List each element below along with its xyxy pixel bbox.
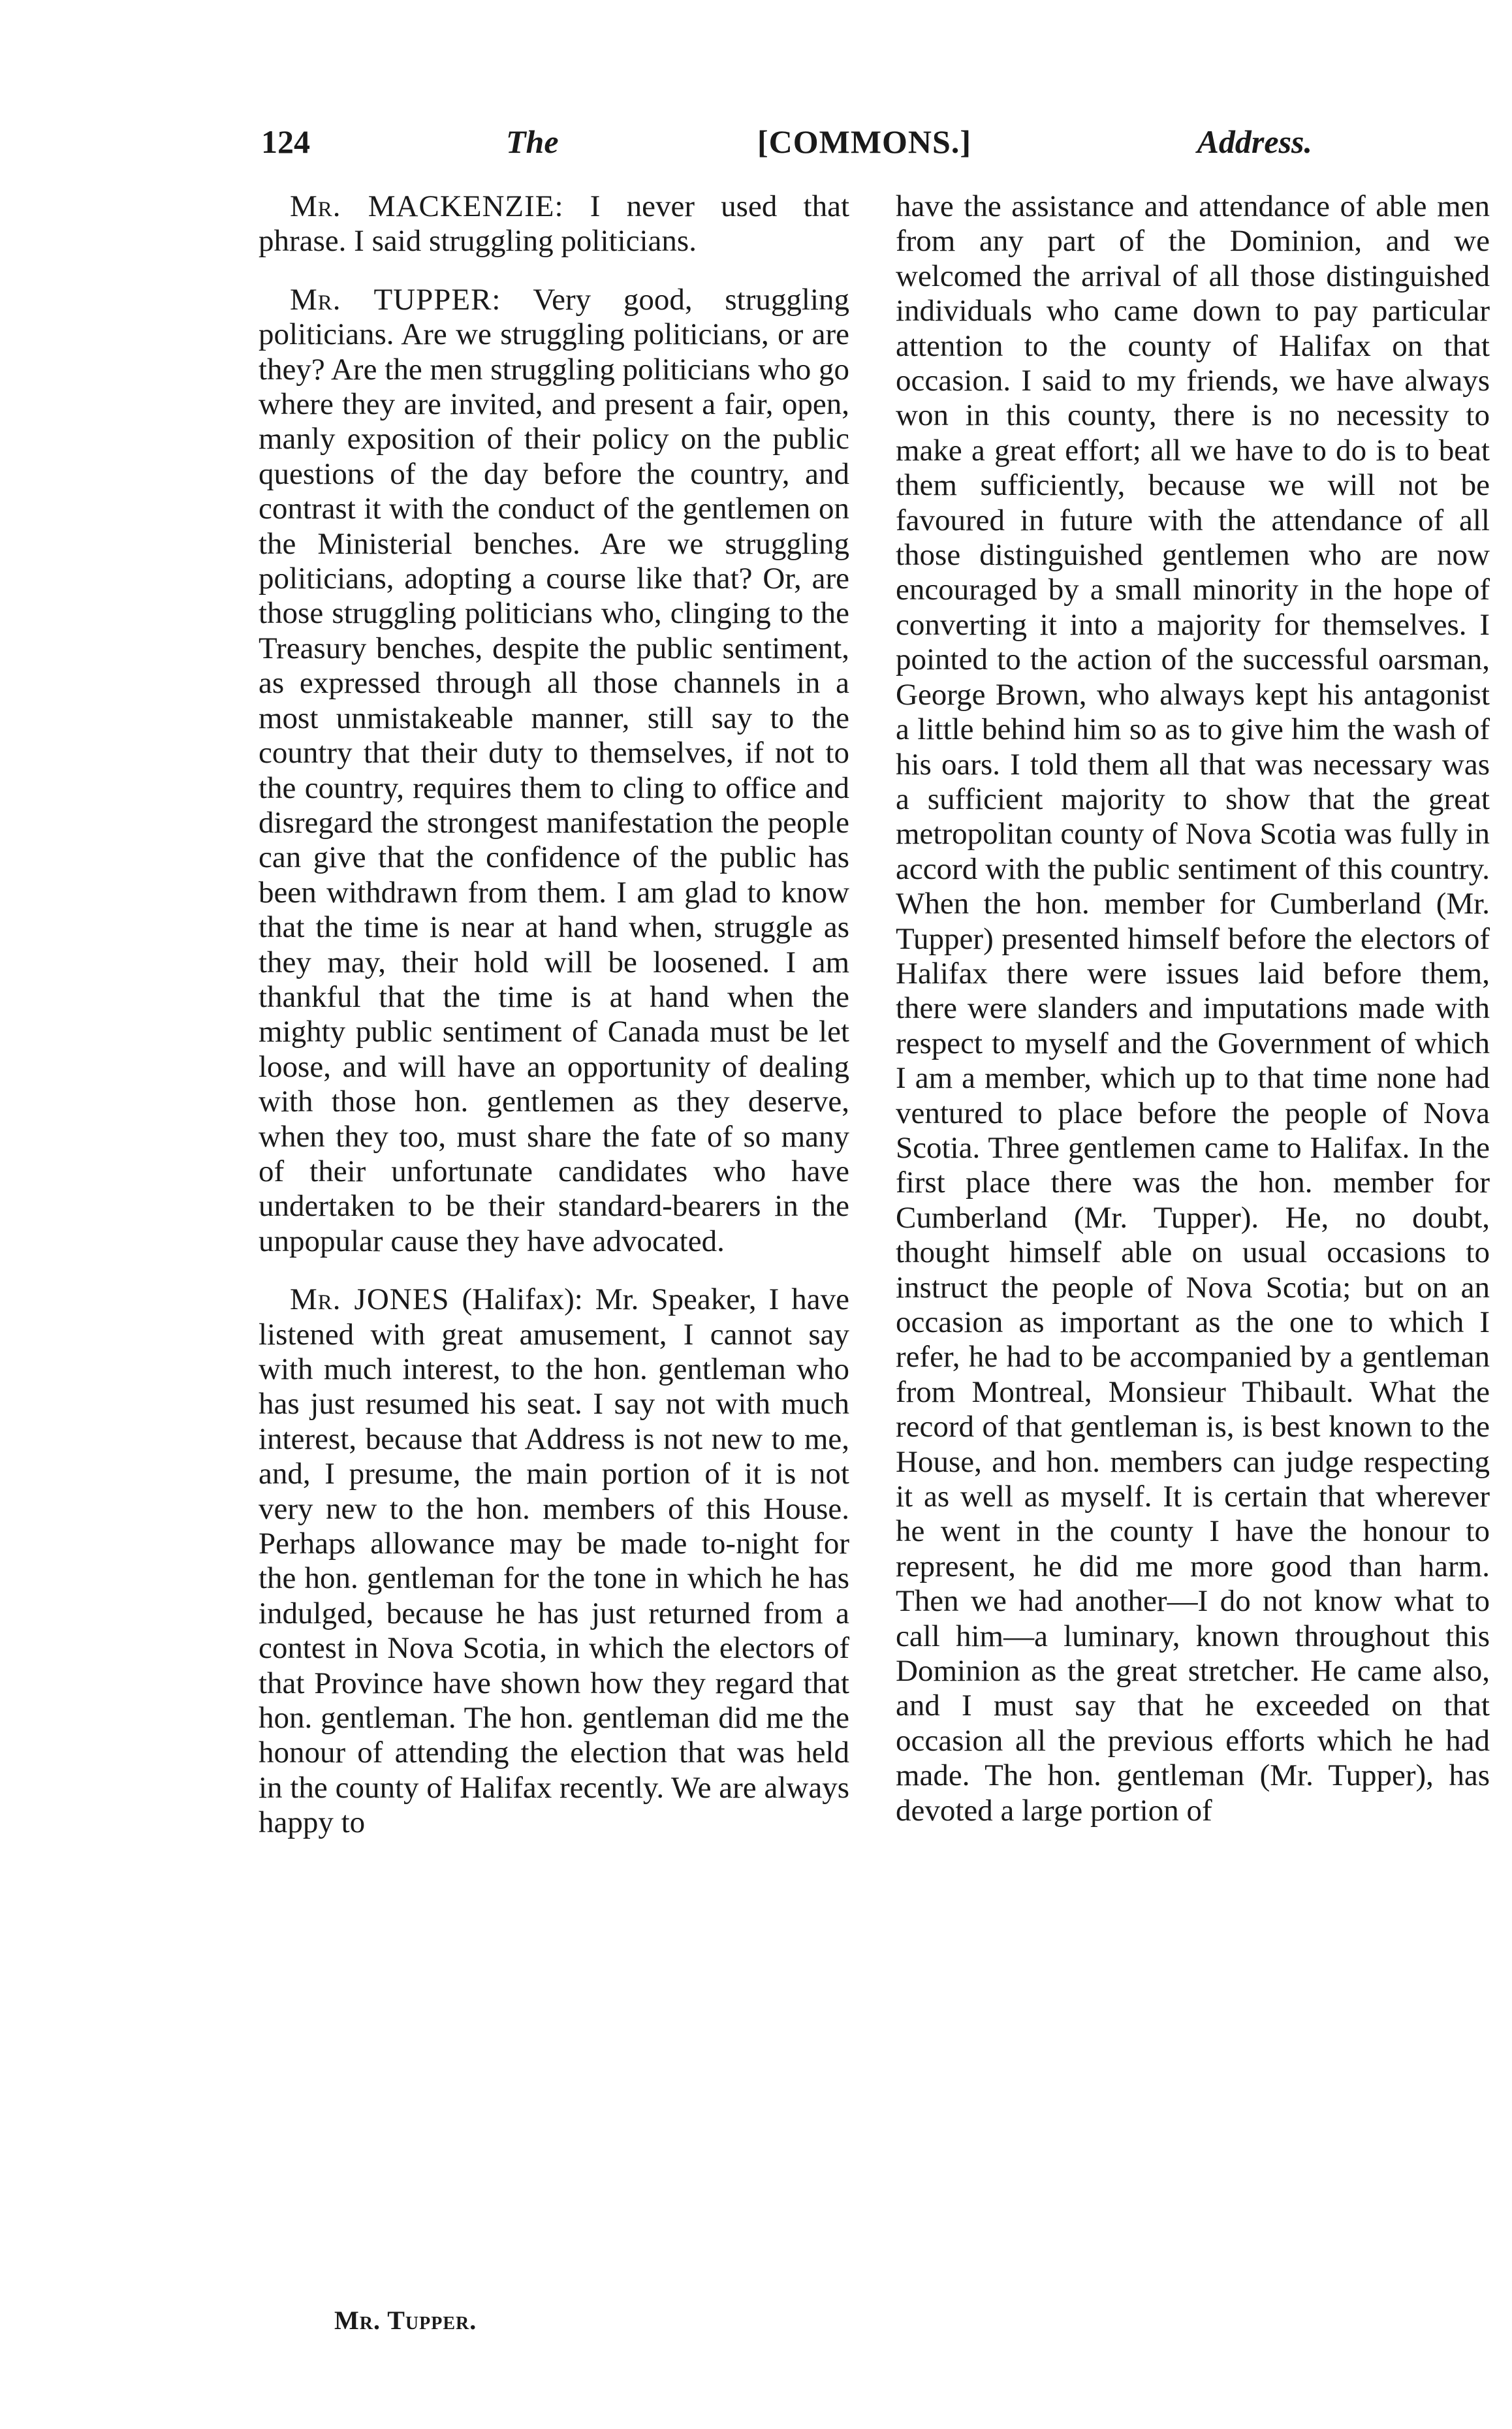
right-column xyxy=(896,189,1490,1828)
paragraph-text: (Halifax): Mr. Speaker, I have listened with great amusement, I cannot say with much interest, to the hon. gentleman who has just resumed his seat. I say not with much interest, because that Address is not new to me, and, I presume, the main portion of it is not very new to the hon. members of this House. Perhaps allowance may be made to-night for the hon. gentleman for the tone in which he has indulged, because he has just returned from a contest in Nova Scotia, in which the electors of that Province have shown how they regard that hon. gentleman. The hon. gentleman did me the honour of attending the election that was held in the county of Halifax recently. We are always happy to xyxy=(259,1282,849,1840)
page-header xyxy=(261,123,1312,168)
paragraph-jones xyxy=(259,1282,849,1841)
header-center-title: [COMMONS.] xyxy=(757,123,971,160)
paragraph-text: I never used that phrase. I said struggling politicians. xyxy=(259,189,850,259)
speaker-name: Mr. MACKENZIE: xyxy=(290,189,564,223)
paragraph-mackenzie xyxy=(259,189,849,259)
page-number: 124 xyxy=(261,123,310,160)
paragraph-jones-continued: have the assistance and attendance of able men from any part of the Dominion, and we welcomed the arrival of all those distinguished individuals who came down to pay particular attention to the county of Halifax on that occasion. I said to my friends, we have always won in this county, there is no necessity to make a great effort; all we have to do is to beat them sufficiently, because we will not be favoured in future with the attendance of all those distinguished gentlemen who are now encouraged by a small minority in the hope of converting it into a majority for themselves. I pointed to the action of the successful oarsman, George Brown, who always kept his antagonist a little behind him so as to give him the wash of his oars. I told them all that was necessary was a sufficient majority to show that the great metropolitan county of Nova Scotia was fully in accord with the public sentiment of this country. When the hon. member for Cumberland (Mr. Tupper) presented himself before the electors of Halifax there were issues laid before them, there were slanders and imputations made with respect to myself and the Government of which I am a member, which up to that time none had ventured to place before the people of Nova Scotia. Three gentlemen came to Halifax. In the first place there was the hon. member for Cumberland (Mr. Tupper). He, no doubt, thought himself able on usual occasions to instruct the people of Nova Scotia; but on an occasion as important as the one to which I refer, he had to be accompanied by a gentleman from Montreal, Monsieur Thibault. What the record of that gentleman is, is best known to the House, and hon. members can judge respecting it as well as myself. It is certain that wherever he went in the county I have the honour to represent, he did me more good than harm. Then we had another—I do not know what to call him—a luminary, known throughout this Dominion as the great stretcher. He came also, and I must say that he exceeded on that occasion all the previous efforts which he had made. The hon. gentleman (Mr. Tupper), has devoted a large portion of xyxy=(896,189,1490,1828)
header-right-title: Address. xyxy=(1197,123,1312,160)
speaker-name: Mr. TUPPER: xyxy=(290,282,501,317)
speaker-name: Mr. JONES xyxy=(290,1282,450,1317)
left-column xyxy=(259,189,849,1841)
header-left-title: The xyxy=(506,123,559,160)
paragraph-text: Very good, struggling politicians. Are we struggling politicians, or are they? Are the men struggling politicians who go where they are invited, and present a fair, open, manly exposition of their policy on the public questions of the day before the country, and contrast it with the conduct of the gentlemen on the Ministerial benches. Are we struggling politicians, adopting a course like that? Or, are those struggling politicians who, clinging to the Treasury benches, despite the public sentiment, as expressed through all those channels in a most unmistakeable manner, still say to the country that their duty to themselves, if not to the country, requires them to cling to office and disregard the strongest manifestation the people can give that the confidence of the public has been withdrawn from them. I am glad to know that the time is near at hand when, struggle as they may, their hold will be loosened. I am thankful that the time is at hand when the mighty public sentiment of Canada must be let loose, and will have an opportunity of dealing with those hon. gentlemen as they deserve, when they too, must share the fate of so many of their unfortunate candidates who have undertaken to be their standard-bearers in the unpopular cause they have advocated. xyxy=(259,282,849,1258)
footer-speaker-name: Mr. Tupper. xyxy=(334,2306,477,2335)
paragraph-tupper xyxy=(259,283,849,1259)
